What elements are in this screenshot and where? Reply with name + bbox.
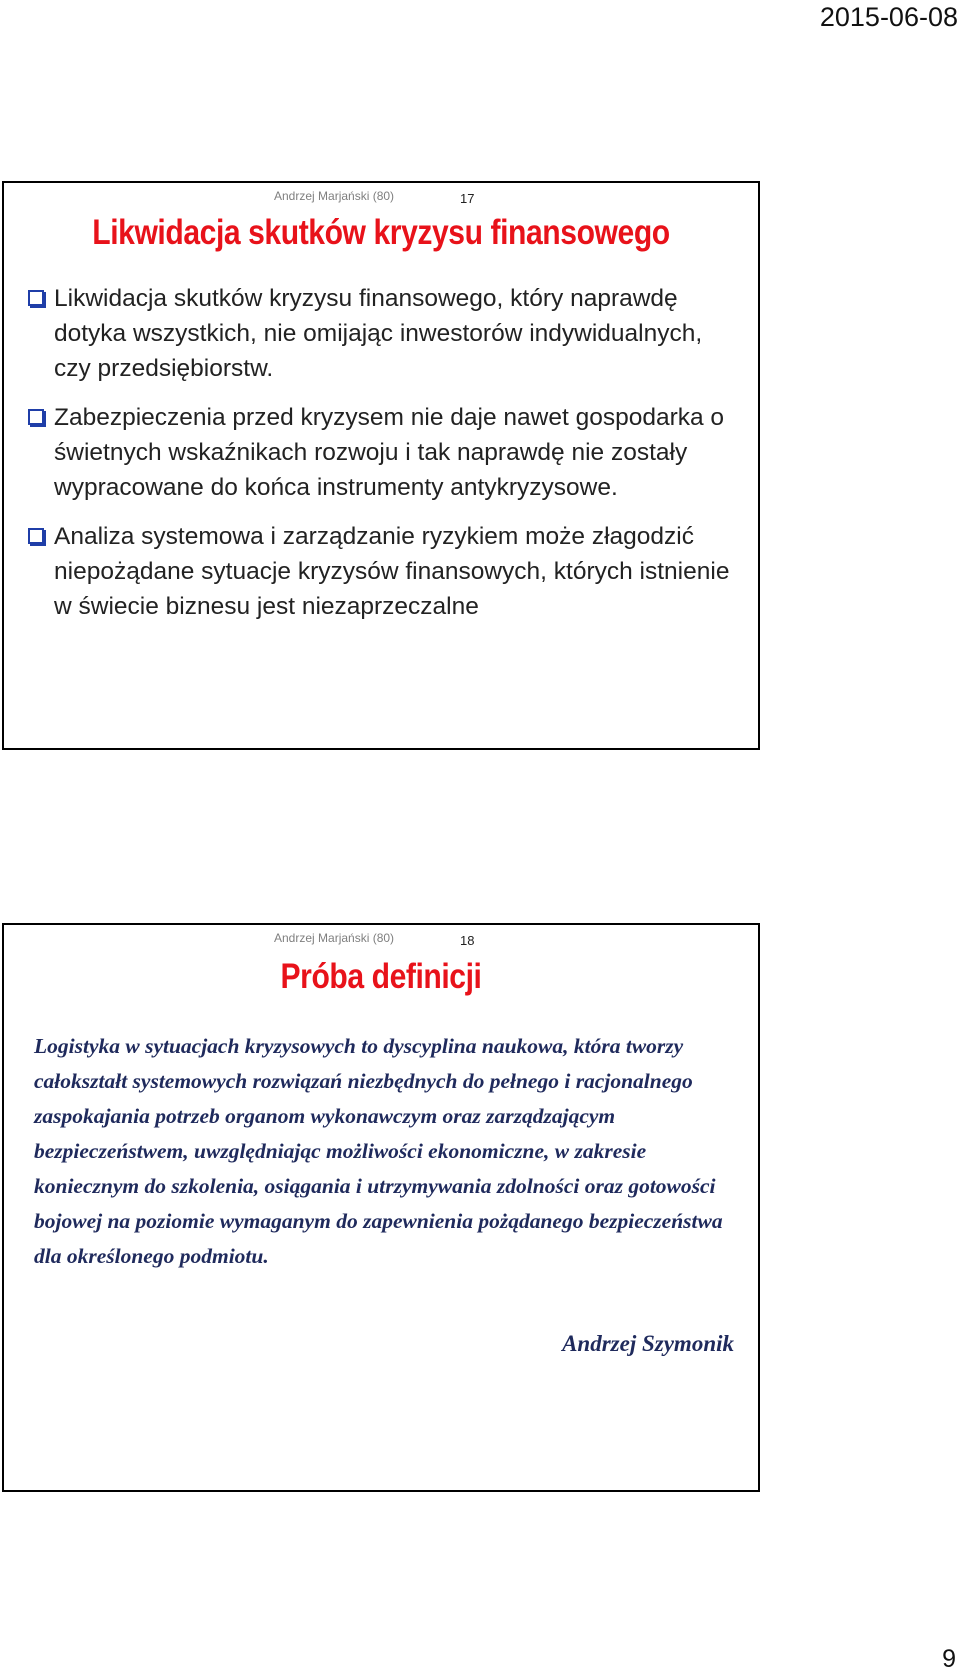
definition-author: Andrzej Szymonik <box>562 1331 734 1356</box>
definition-text: Logistyka w sytuacjach kryzysowych to dyscyplina naukowa, która tworzy całokształt systemowych rozwiązań niezbędnych do pełnego i racjonalnego zaspokajania potrzeb organom wykonawczym oraz zarządzającym bezpieczeństwem, uwzględniając możliwości ekonomiczne, w zakresie koniecznym do szkolenia, osiągania i utrzymywania zdolności oraz gotowości bojowej na poziomie wymaganym do zapewnienia pożądanego bezpieczeństwa dla określonego podmiotu. <box>34 1034 723 1268</box>
slide-author-header: Andrzej Marjański (80) <box>274 931 395 945</box>
slide-17 <box>2 181 760 750</box>
bullet-text: Analiza systemowa i zarządzanie ryzykiem może złagodzić niepożądane sytuacje kryzysów finansowych, których istnienie w świecie biznesu jest niezaprzeczalne <box>54 523 730 620</box>
bullet-text: Likwidacja skutków kryzysu finansowego, który naprawdę dotyka wszystkich, nie omijając inwestorów indywidualnych, czy przedsiębiorstw. <box>54 285 703 382</box>
bullet-item <box>26 281 744 386</box>
checkbox-bullet-icon <box>28 409 44 425</box>
slide-number: 18 <box>460 933 475 948</box>
slide-18 <box>2 923 760 1492</box>
bullet-list <box>26 281 744 638</box>
bullet-item <box>26 400 744 505</box>
page-date: 2015-06-08 <box>819 2 958 32</box>
bullet-item <box>26 519 744 624</box>
page-number: 9 <box>942 1645 956 1673</box>
checkbox-bullet-icon <box>28 528 44 544</box>
bullet-text: Zabezpieczenia przed kryzysem nie daje nawet gospodarka o świetnych wskaźnikach rozwoju i tak naprawdę nie zostały wypracowane do końca instrumenty antykryzysowe. <box>54 404 725 501</box>
checkbox-bullet-icon <box>28 290 44 306</box>
slide-author-header: Andrzej Marjański (80) <box>274 189 395 203</box>
slide-title: Próba definicji <box>280 957 482 996</box>
slide-title: Likwidacja skutków kryzysu finansowego <box>92 213 670 252</box>
slide-number: 17 <box>460 191 475 206</box>
